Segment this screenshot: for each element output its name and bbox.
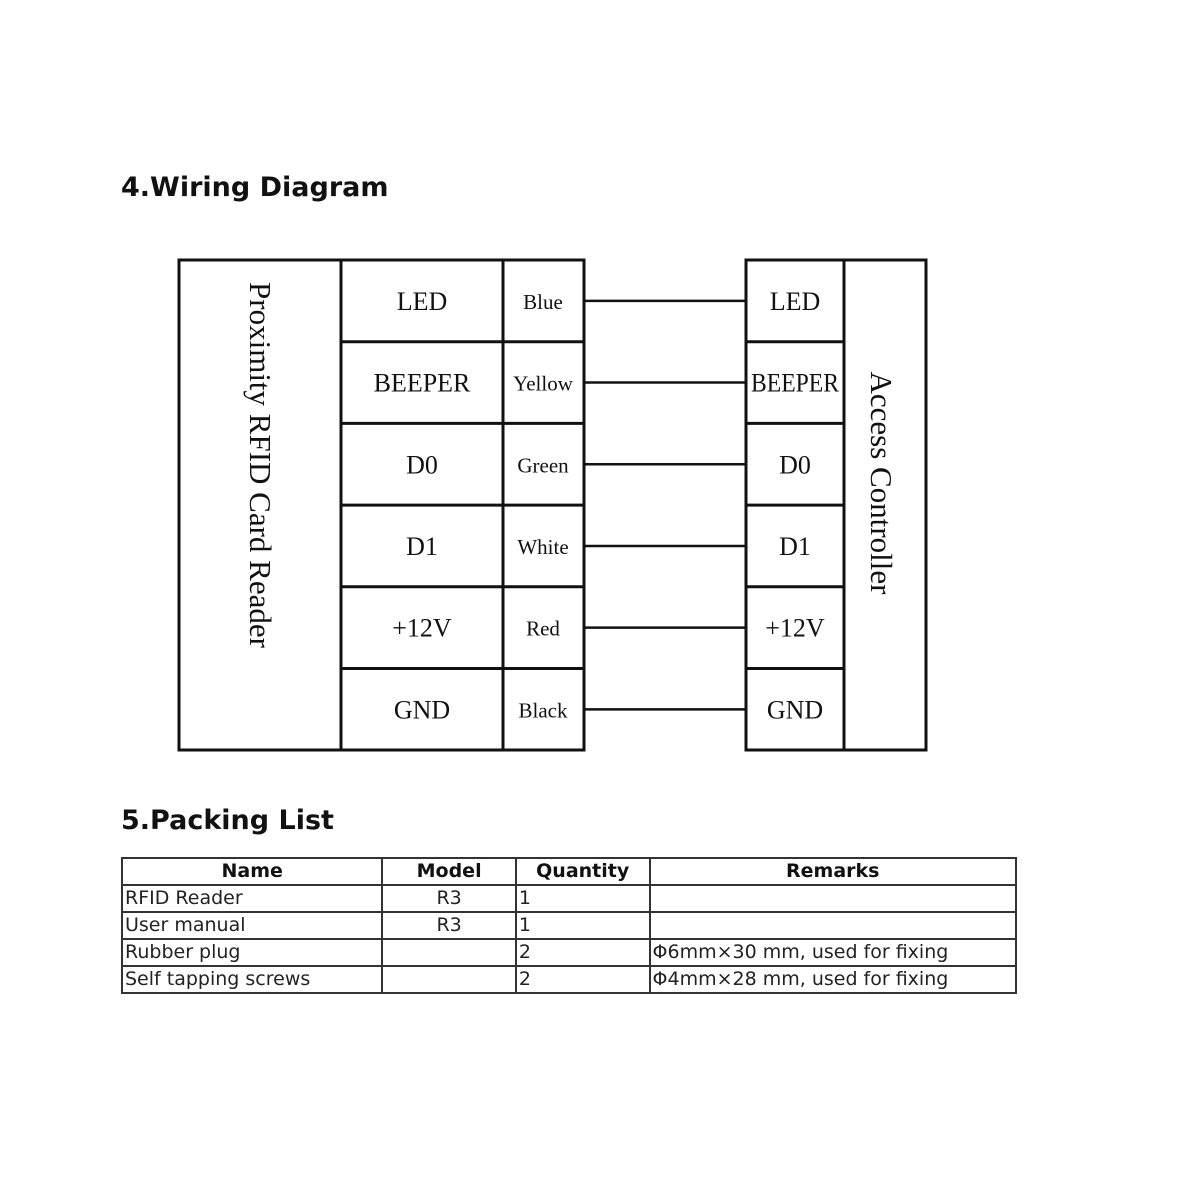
- cell-name: Rubber plug: [122, 939, 382, 966]
- wire-color-label: Blue: [523, 289, 563, 314]
- packing-heading: 5.Packing List: [121, 805, 334, 836]
- table-row: [122, 939, 1016, 966]
- cell-remarks: [650, 885, 1016, 912]
- table-row: [122, 912, 1016, 939]
- wire-color-label: Yellow: [513, 371, 573, 396]
- wire-color-label: Green: [517, 453, 569, 478]
- reader-pin-label: GND: [393, 695, 451, 725]
- controller-label: Access Controller: [864, 371, 899, 595]
- controller-pin-label: D0: [779, 450, 811, 480]
- cell-model: [382, 939, 515, 966]
- wire-rows: [341, 287, 844, 724]
- cell-model: R3: [382, 912, 515, 939]
- header-quantity: Quantity: [516, 858, 650, 885]
- controller-pin-label: GND: [766, 695, 824, 725]
- table-header-row: [122, 858, 1016, 885]
- cell-remarks: Φ6mm×30 mm, used for fixing: [650, 939, 1016, 966]
- cell-quantity: 2: [516, 939, 650, 966]
- reader-pin-label: D1: [406, 531, 438, 561]
- header-remarks: Remarks: [650, 858, 1016, 885]
- wire-color-label: Black: [518, 698, 568, 723]
- cell-model: R3: [382, 885, 515, 912]
- cell-quantity: 1: [516, 885, 650, 912]
- cell-remarks: Φ4mm×28 mm, used for fixing: [650, 966, 1016, 993]
- wiring-heading: 4.Wiring Diagram: [121, 172, 389, 203]
- reader-pin-label: D0: [406, 450, 438, 480]
- wire-color-label: White: [517, 534, 569, 559]
- controller-pin-label: +12V: [765, 613, 825, 643]
- reader-label: Proximity RFID Card Reader: [243, 282, 278, 648]
- header-model: Model: [382, 858, 515, 885]
- cell-quantity: 1: [516, 912, 650, 939]
- controller-pin-label: BEEPER: [751, 368, 840, 398]
- table-row: [122, 885, 1016, 912]
- cell-name: Self tapping screws: [122, 966, 382, 993]
- reader-pin-label: BEEPER: [373, 368, 471, 398]
- reader-pin-label: +12V: [392, 613, 452, 643]
- cell-name: User manual: [122, 912, 382, 939]
- packing-table: [121, 857, 1017, 994]
- reader-pin-label: LED: [396, 286, 448, 316]
- cell-quantity: 2: [516, 966, 650, 993]
- cell-name: RFID Reader: [122, 885, 382, 912]
- controller-pin-label: LED: [769, 286, 821, 316]
- controller-pin-label: D1: [779, 531, 811, 561]
- wire-color-label: Red: [526, 616, 560, 641]
- table-row: [122, 966, 1016, 993]
- cell-model: [382, 966, 515, 993]
- cell-remarks: [650, 912, 1016, 939]
- header-name: Name: [122, 858, 382, 885]
